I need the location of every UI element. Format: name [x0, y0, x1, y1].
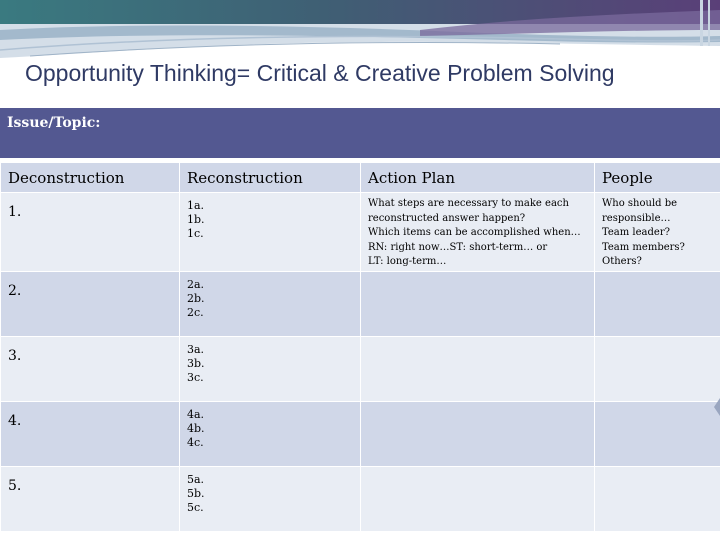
sub-item: 2c. [187, 306, 204, 319]
people-line: responsible… [602, 212, 671, 224]
people-line: Team leader? [602, 227, 670, 238]
decorative-banner [0, 0, 720, 60]
reconstruction-cell [180, 272, 361, 337]
header-action-plan: Action Plan [361, 163, 595, 193]
row-number: 2. [8, 283, 22, 299]
table-row [1, 272, 720, 337]
row-number: 1. [8, 204, 22, 220]
page-title: Opportunity Thinking= Critical & Creative Problem Solving [25, 60, 615, 86]
sub-item: 3a. [187, 343, 205, 356]
header-deconstruction: Deconstruction [1, 163, 180, 193]
sub-item: 2a. [187, 278, 205, 291]
table-row [1, 193, 720, 272]
people-cell [595, 193, 720, 272]
deconstruction-cell [1, 272, 180, 337]
sub-item: 5b. [187, 487, 205, 500]
reconstruction-cell [180, 337, 361, 402]
deconstruction-cell [1, 402, 180, 467]
row-number: 4. [8, 413, 22, 429]
people-cell [595, 272, 720, 337]
sub-item: 1b. [187, 213, 205, 226]
slide-nav-arrow-icon [714, 398, 720, 416]
action-plan-cell [361, 337, 595, 402]
people-cell [595, 337, 720, 402]
header-reconstruction: Reconstruction [180, 163, 361, 193]
issue-topic-label: Issue/Topic: [7, 115, 101, 131]
action-plan-cell [361, 193, 595, 272]
action-plan-line: Which items can be accomplished when… [368, 227, 581, 238]
deconstruction-cell [1, 193, 180, 272]
problem-solving-table [0, 162, 720, 532]
table-header-row [1, 163, 720, 193]
row-number: 5. [8, 478, 22, 494]
sub-item: 4b. [187, 422, 205, 435]
deconstruction-cell [1, 337, 180, 402]
table-row [1, 402, 720, 467]
sub-item: 1a. [187, 199, 205, 212]
action-plan-line: LT: long-term… [368, 256, 447, 267]
reconstruction-cell [180, 402, 361, 467]
action-plan-line: What steps are necessary to make each [368, 198, 569, 209]
sub-item: 5c. [187, 501, 204, 514]
action-plan-line: reconstructed answer happen? [368, 212, 526, 224]
table-row [1, 337, 720, 402]
people-cell [595, 467, 720, 532]
row-number: 3. [8, 348, 22, 364]
sub-item: 4a. [187, 408, 205, 421]
sub-item: 2b. [187, 292, 205, 305]
people-line: Who should be [602, 198, 678, 209]
reconstruction-cell [180, 467, 361, 532]
deconstruction-cell [1, 467, 180, 532]
issue-topic-bar [0, 108, 720, 160]
action-plan-line: RN: right now…ST: short-term… or [368, 241, 548, 253]
people-line: Others? [602, 256, 642, 267]
action-plan-cell [361, 402, 595, 467]
sub-item: 1c. [187, 227, 204, 240]
sub-item: 3b. [187, 357, 205, 370]
table-row [1, 467, 720, 532]
action-plan-cell [361, 467, 595, 532]
header-people: People [595, 163, 720, 193]
reconstruction-cell [180, 193, 361, 272]
people-cell [595, 402, 720, 467]
sub-item: 3c. [187, 371, 204, 384]
sub-item: 4c. [187, 436, 204, 449]
people-line: Team members? [602, 241, 685, 253]
action-plan-cell [361, 272, 595, 337]
sub-item: 5a. [187, 473, 205, 486]
